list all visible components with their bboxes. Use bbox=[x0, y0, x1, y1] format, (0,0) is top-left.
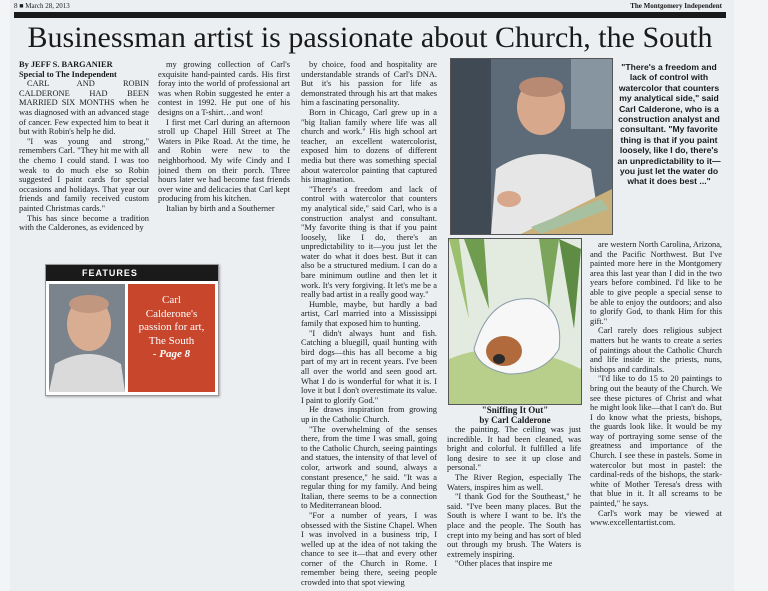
teaser-text-box bbox=[128, 284, 215, 392]
article-paragraph: "I didn't always hunt and fish. Catching a bluegill, quail hunting with bird dogs—this has all become a big part of my art in recent years. I've been all over the world and seen good art. What I do is wonderful for what it is. I love it but I don't overestimate its value. I paint to glorify God." bbox=[301, 328, 437, 405]
article-paragraph: Humble, maybe, but hardly a bad artist, Carl married into a Mississippi family that exposed him to hunting. bbox=[301, 299, 437, 329]
article-paragraph: Italian by birth and a Southerner bbox=[166, 203, 275, 213]
painting-image bbox=[448, 238, 582, 405]
article-paragraph: "Other places that inspire me bbox=[455, 559, 553, 569]
article-column-1 bbox=[19, 60, 149, 242]
teaser-page-ref: - Page 8 bbox=[152, 348, 191, 360]
article-paragraph: "The overwhelming of the senses there, from the time I was small, going to the Catholic Church, seeing paintings and statues, the intensity of that level of color, artwork and sound, always a constant presence," he said. "It was a regular thing for my family. And being Italian, there seems to be a connection to Mediterranean blood. bbox=[301, 424, 437, 511]
article-column-5 bbox=[590, 240, 722, 588]
caption-title: "Sniffing It Out" bbox=[481, 405, 549, 415]
teaser-line-4: The South bbox=[148, 334, 195, 347]
teaser-line-1: Carl bbox=[162, 294, 181, 306]
article-column-4 bbox=[447, 425, 581, 590]
article-paragraph: "I thank God for the Southeast," he said. "I've been many places. But the South is where I want to be. It's the place and the people. The South has crept into my being and has sort of bled out through my brush. The Waters is extremely inspiring. bbox=[447, 492, 581, 559]
article-paragraph: He draws inspiration from growing up in the Catholic Church. bbox=[301, 405, 437, 424]
artist-photo bbox=[450, 58, 613, 235]
teaser-line-3: passion for art, bbox=[138, 321, 205, 333]
caption-credit: by Carl Calderone bbox=[479, 415, 551, 425]
article-column-2 bbox=[158, 60, 290, 242]
header-rule bbox=[14, 12, 726, 18]
byline-role: Special to The Independent bbox=[19, 69, 117, 79]
folio: 8 ■ March 28, 2013 bbox=[14, 2, 70, 10]
article-paragraph: are western North Carolina, Arizona, and the Pacific Northwest. But I've painted more here in the Montgomery area this last year than I did in the two years before combined. I'd like to be able to give people a special sense to be able to enjoy the outdoors; and also to glorify God, to thank Him for this gift." bbox=[590, 240, 722, 326]
artist-photo-illustration bbox=[451, 59, 612, 234]
article-paragraph: my growing collection of Carl's exquisite hand-painted cards. His first foray into the world of professional art was when Robin suggested he enter a contest in 1992. He put one of his designs on a T-shirt…and won! bbox=[158, 60, 290, 117]
article-paragraph: I first met Carl during an afternoon stroll up Chapel Hill Street at The Waters in Pike Road. At the time, he and Robin were new to the neighborhood. My wife Cindy and I joined them on their porch. Three hours later we had become fast friends over wine and delicacies that Carl kept producing from his kitchen. bbox=[158, 117, 290, 204]
article-paragraph: CARL AND ROBIN CALDERONE HAD BEEN MARRIED SIX MONTHS when he was diagnosed with an advanced stage of cancer. Few expected him to beat it but with Robin's help he did. bbox=[19, 79, 149, 137]
article-paragraph: the painting. The ceiling was just incredible. It had been cleaned, was bright and colorful. It fulfilled a life long desire to see it up close and personal." bbox=[447, 425, 581, 473]
article-paragraph: "There's a freedom and lack of control with watercolor that counters my analytical side," said Carl, who is a construction analyst and consultant. "My favorite thing is that if you paint loosely, like I do, there's an unpredictability to it—you just let the water do what it does best. But it can also be a structured medium. I can do a bare minimum outline and then let it work. It's very forgiving. It let's me be a really bad artist in a really good way." bbox=[301, 184, 437, 300]
teaser-photo-illustration bbox=[49, 284, 125, 392]
page-header bbox=[14, 2, 726, 12]
painting-caption bbox=[448, 405, 582, 425]
article-paragraph: Born in Chicago, Carl grew up in a "big Italian family where life was all church and work." His high school art teacher, an excellent watercolorist, exposed him to dozens of different media but there was something special about watercolor painting that captured his imagination. bbox=[301, 107, 437, 185]
article-column-3 bbox=[301, 60, 437, 590]
article-paragraph: This has since become a tradition with the Calderones, as evidenced by bbox=[19, 213, 149, 233]
pull-quote: "There's a freedom and lack of control with watercolor that counters my analytical side," said Carl Calderone, who is a construction analyst and consultant. "My favorite thing is that if you paint loosely, like I do, there's an unpredictability to it—you just let the water do what it does best ..." bbox=[617, 62, 721, 187]
features-teaser bbox=[45, 264, 219, 396]
article-paragraph: "I was young and strong," remembers Carl. "They hit me with all the chemo I could stand. I was too weak to do much else so Robin suggested I paint cards for special occasions and holidays. That year our friends and family received custom painted Christmas cards." bbox=[19, 136, 149, 213]
article-paragraph: Carl rarely does religious subject matters but he wants to create a series of paintings about the Catholic Church and life inside it: the priests, nuns, bishops and cardinals. bbox=[590, 326, 722, 374]
painting-illustration bbox=[449, 239, 581, 404]
paper-name: The Montgomery Independent bbox=[630, 2, 722, 10]
teaser-photo bbox=[49, 284, 125, 392]
article-paragraph: "I'd like to do 15 to 20 paintings to bring out the beauty of the Church. We see these pictures of Christ and what he might look like—that I can't do. But I do know what the priests, bishops, the guards look like. It would be my way of portraying some sense of the greatness and importance of the Church. I see these in pastels. Some in watercolor but most in pastel: the cardinal-reds of the bishops, the stark-white of Mother Teresa's dress with that blue in it. It all screams to be painted," he says. bbox=[590, 374, 722, 509]
article-paragraph: "For a number of years, I was obsessed with the Sistine Chapel. When I was involved in a business trip, I welled up at the idea of not taking the chance to see it—that and every other corner of the Church in Rome. I remember being there, seeing people crowded into that spot viewing bbox=[301, 510, 437, 588]
teaser-label: FEATURES bbox=[46, 265, 218, 281]
article-paragraph: Carl's work may be viewed at www.excellentartist.com. bbox=[590, 508, 722, 528]
headline: Businessman artist is passionate about Church, the South bbox=[27, 21, 713, 54]
article-paragraph: by choice, food and hospitality are understandable strands of Carl's DNA. But it's his passion for life as demonstrated through his art that makes him a fascinating personality. bbox=[301, 60, 437, 108]
byline: By JEFF S. BARGANIER bbox=[19, 60, 113, 69]
teaser-line-2: Calderone's bbox=[145, 307, 198, 320]
article-paragraph: The River Region, especially The Waters, inspires him as well. bbox=[447, 472, 581, 492]
